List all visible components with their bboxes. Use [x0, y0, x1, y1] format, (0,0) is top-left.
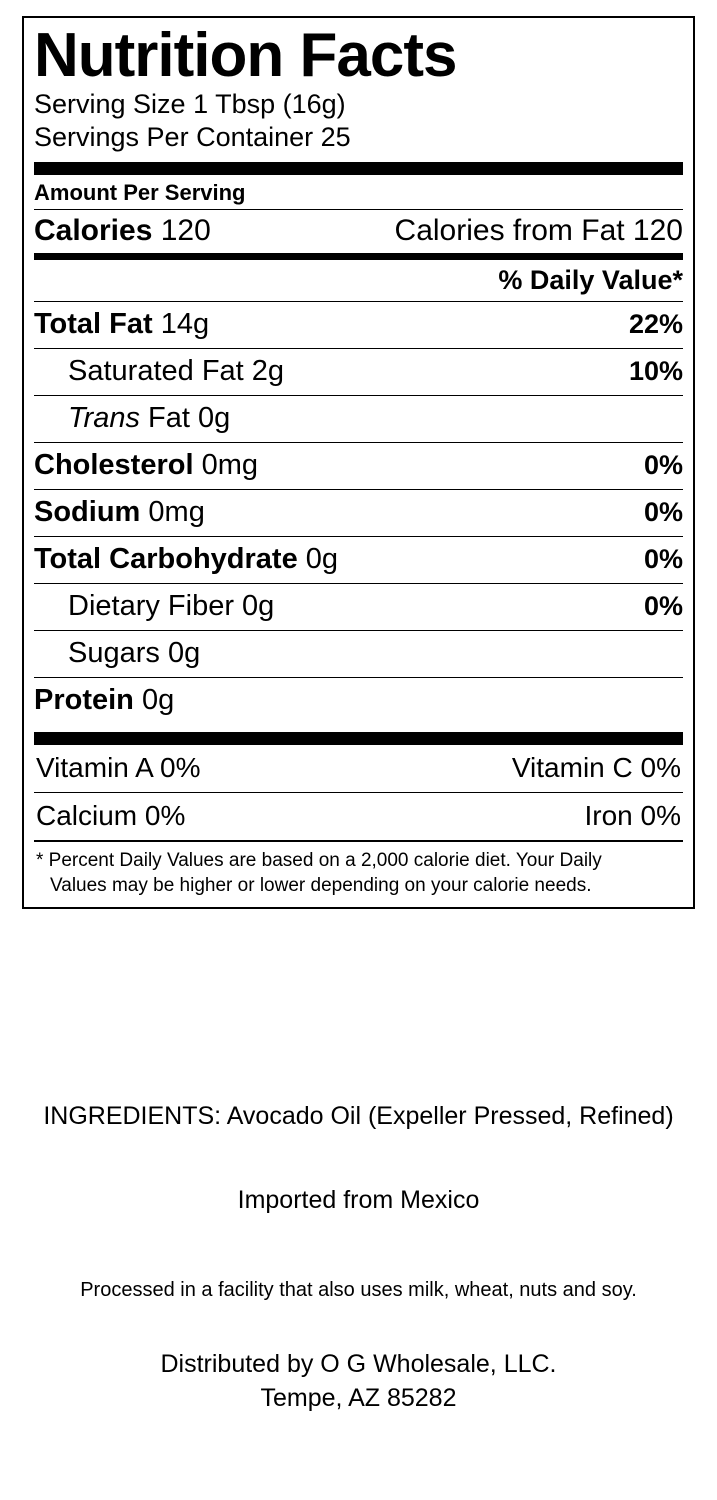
nutrient-pct-cholesterol: 0% — [643, 450, 683, 481]
distributor-address: Tempe, AZ 85282 — [260, 1383, 457, 1412]
nutrient-name-sodium — [34, 496, 205, 529]
amount-per-serving-label: Amount Per Serving — [34, 180, 246, 206]
nutrient-name-total-fat — [34, 308, 209, 341]
nutrient-name-total-carbohydrate — [34, 543, 338, 576]
iron-value: Iron 0% — [584, 800, 681, 832]
nutrient-amount-protein: 0g — [141, 684, 175, 717]
vitamin-row-1 — [34, 745, 683, 792]
divider-medium-1 — [34, 253, 683, 260]
imported-from-text: Imported from Mexico — [237, 1185, 480, 1214]
nutrient-row-trans-fat — [34, 396, 683, 442]
label-secondary-text — [22, 1100, 695, 1415]
nutrient-row-dietary-fiber — [34, 584, 683, 630]
nutrient-amount-sodium: 0mg — [148, 496, 205, 529]
nutrition-facts-panel — [22, 16, 695, 909]
daily-value-footnote — [34, 842, 683, 898]
allergen-statement: Processed in a facility that also uses milk, wheat, nuts and soy. — [80, 1278, 637, 1301]
calories-label: Calories — [34, 214, 153, 248]
page-title: Nutrition Facts — [34, 21, 457, 90]
nutrient-pct-saturated-fat: 10% — [628, 356, 683, 387]
nutrient-pct-total-fat: 22% — [628, 309, 683, 340]
nutrient-row-sugars — [34, 631, 683, 677]
nutrient-amount-cholesterol: 0mg — [201, 449, 259, 482]
daily-value-header: % Daily Value* — [498, 265, 683, 296]
vitamin-a-value: Vitamin A 0% — [36, 752, 201, 784]
nutrient-row-total-carbohydrate — [34, 537, 683, 583]
ingredients-text: INGREDIENTS: Avocado Oil (Expeller Pressed, Refined) — [43, 1102, 674, 1130]
calories-from-fat: Calories from Fat 120 — [394, 214, 683, 248]
nutrient-row-protein — [34, 678, 683, 724]
nutrient-pct-dietary-fiber: 0% — [643, 591, 683, 622]
calories-row — [34, 210, 683, 253]
nutrient-label-total-fat: Total Fat — [34, 308, 153, 341]
serving-size-text: Serving Size 1 Tbsp (16g) — [34, 88, 346, 119]
nutrient-name-sugars: Sugars 0g — [68, 637, 201, 670]
nutrient-amount-total-carbohydrate: 0g — [305, 543, 339, 576]
nutrient-amount-total-fat: 14g — [160, 308, 210, 341]
nutrient-label-cholesterol: Cholesterol — [34, 449, 194, 482]
nutrient-pct-sodium: 0% — [643, 497, 683, 528]
nutrient-name-cholesterol — [34, 449, 258, 482]
nutrient-name-dietary-fiber: Dietary Fiber 0g — [68, 590, 275, 623]
nutrient-label-sodium: Sodium — [34, 496, 141, 529]
nutrient-name-trans-fat — [68, 402, 230, 435]
calcium-value: Calcium 0% — [36, 800, 186, 832]
nutrient-label-protein: Protein — [34, 684, 134, 717]
calories-label-group — [34, 214, 211, 248]
vitamin-row-2 — [34, 793, 683, 840]
divider-thick-top — [34, 162, 683, 175]
nutrient-row-sodium — [34, 490, 683, 536]
distributor-name: Distributed by O G Wholesale, LLC. — [160, 1349, 557, 1378]
nutrient-name-protein — [34, 684, 174, 717]
distributor-info — [22, 1348, 695, 1416]
nutrient-row-saturated-fat — [34, 349, 683, 395]
vitamin-c-value: Vitamin C 0% — [511, 752, 681, 784]
nutrient-row-total-fat — [34, 302, 683, 348]
footnote-line-2: Values may be higher or lower depending on your calorie needs. — [50, 875, 592, 897]
nutrient-pct-total-carbohydrate: 0% — [643, 544, 683, 575]
nutrient-label-total-carbohydrate: Total Carbohydrate — [34, 543, 298, 576]
divider-thick-bottom — [34, 732, 683, 745]
nutrient-label-trans: Trans — [68, 402, 140, 435]
footnote-line-1: * Percent Daily Values are based on a 2,000 calorie diet. Your Daily — [36, 850, 602, 872]
nutrient-amount-trans-fat: Fat 0g — [139, 402, 231, 435]
servings-per-container-text: Servings Per Container 25 — [34, 121, 351, 152]
nutrient-row-cholesterol — [34, 443, 683, 489]
nutrient-name-saturated-fat: Saturated Fat 2g — [68, 355, 285, 388]
calories-value: 120 — [160, 214, 211, 248]
